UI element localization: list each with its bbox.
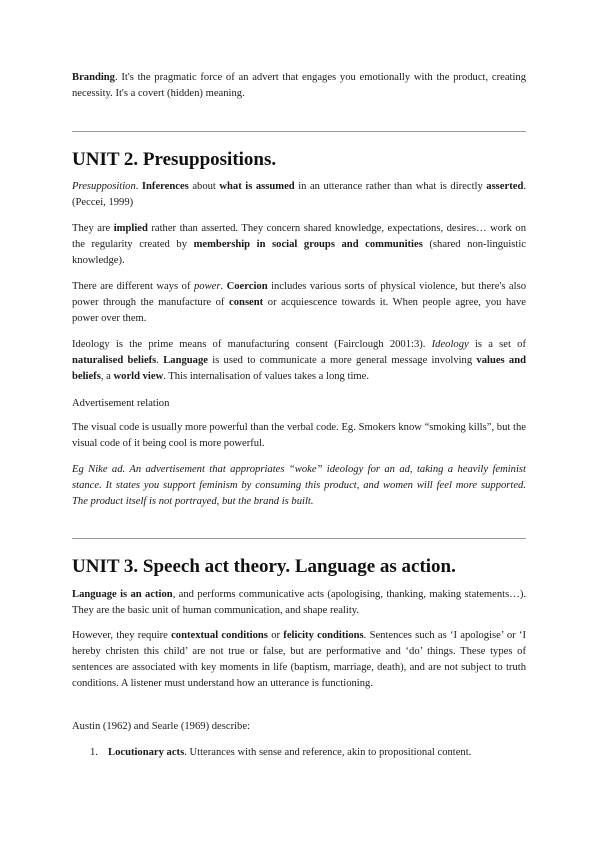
branding-paragraph: Branding. It's the pragmatic force of an advert that engages you emotionally with the product, creating necessity. It's a covert (hidden) meaning. (72, 72, 526, 99)
speech-act-list (72, 745, 532, 761)
advertisement-relation-label: Advertisement relation (72, 398, 170, 409)
branding-term: Branding (72, 72, 115, 83)
list-item-number: 1. (90, 747, 98, 758)
section-divider (72, 131, 526, 132)
power-paragraph: There are different ways of power. Coercion includes various sorts of physical violence, but there's also power through the manufacture of consent or acquiescence towards it. When people agree, you have power over them. (72, 281, 526, 324)
language-action-paragraph: Language is an action, and performs communicative acts (apologising, thanking, making statements…). They are the basic unit of human communication, and shape reality. (72, 589, 526, 616)
list-item (72, 745, 532, 761)
presupposition-definition: Presupposition. Inferences about what is assumed in an utterance rather than what is directly asserted. (Peccei, 1999) (72, 181, 526, 208)
unit3-heading: UNIT 3. Speech act theory. Language as action. (72, 556, 456, 577)
unit2-heading: UNIT 2. Presuppositions. (72, 149, 277, 170)
visual-code-paragraph: The visual code is usually more powerful than the verbal code. Eg. Smokers know “smoking kills”, but the visual code of it being cool is more powerful. (72, 422, 526, 449)
felicity-conditions-paragraph: However, they require contextual conditions or felicity conditions. Sentences such as ‘I apologise’ or ‘I hereby christen this child’ are not true or false, but are performative and ‘do’ things. These types of sentences are associated with key moments in life (baptism, marriage, death), and are not subject to truth conditions. A listener must understand how an utterance is functioning. (72, 630, 527, 689)
austin-searle-paragraph: Austin (1962) and Searle (1969) describe: (72, 721, 250, 732)
section-divider (72, 538, 526, 539)
nike-example-paragraph: Eg Nike ad. An advertisement that appropriates “woke” ideology for an ad, taking a heavily feminist stance. It states you support feminism by consuming this product, and women will feel more supported. The product itself is not portrayed, but the brand is built. (72, 464, 526, 507)
ideology-paragraph: Ideology is the prime means of manufacturing consent (Fairclough 2001:3). Ideology is a set of naturalised beliefs. Language is used to communicate a more general message involving values and beliefs, a world view. This internalisation of values takes a long time. (72, 339, 526, 382)
list-item-text: Locutionary acts. Utterances with sense and reference, akin to propositional content. (108, 747, 472, 758)
implied-paragraph: They are implied rather than asserted. They concern shared knowledge, expectations, desires… work on the regularity created by membership in social groups and communities (shared non-linguistic knowledge). (72, 223, 526, 266)
